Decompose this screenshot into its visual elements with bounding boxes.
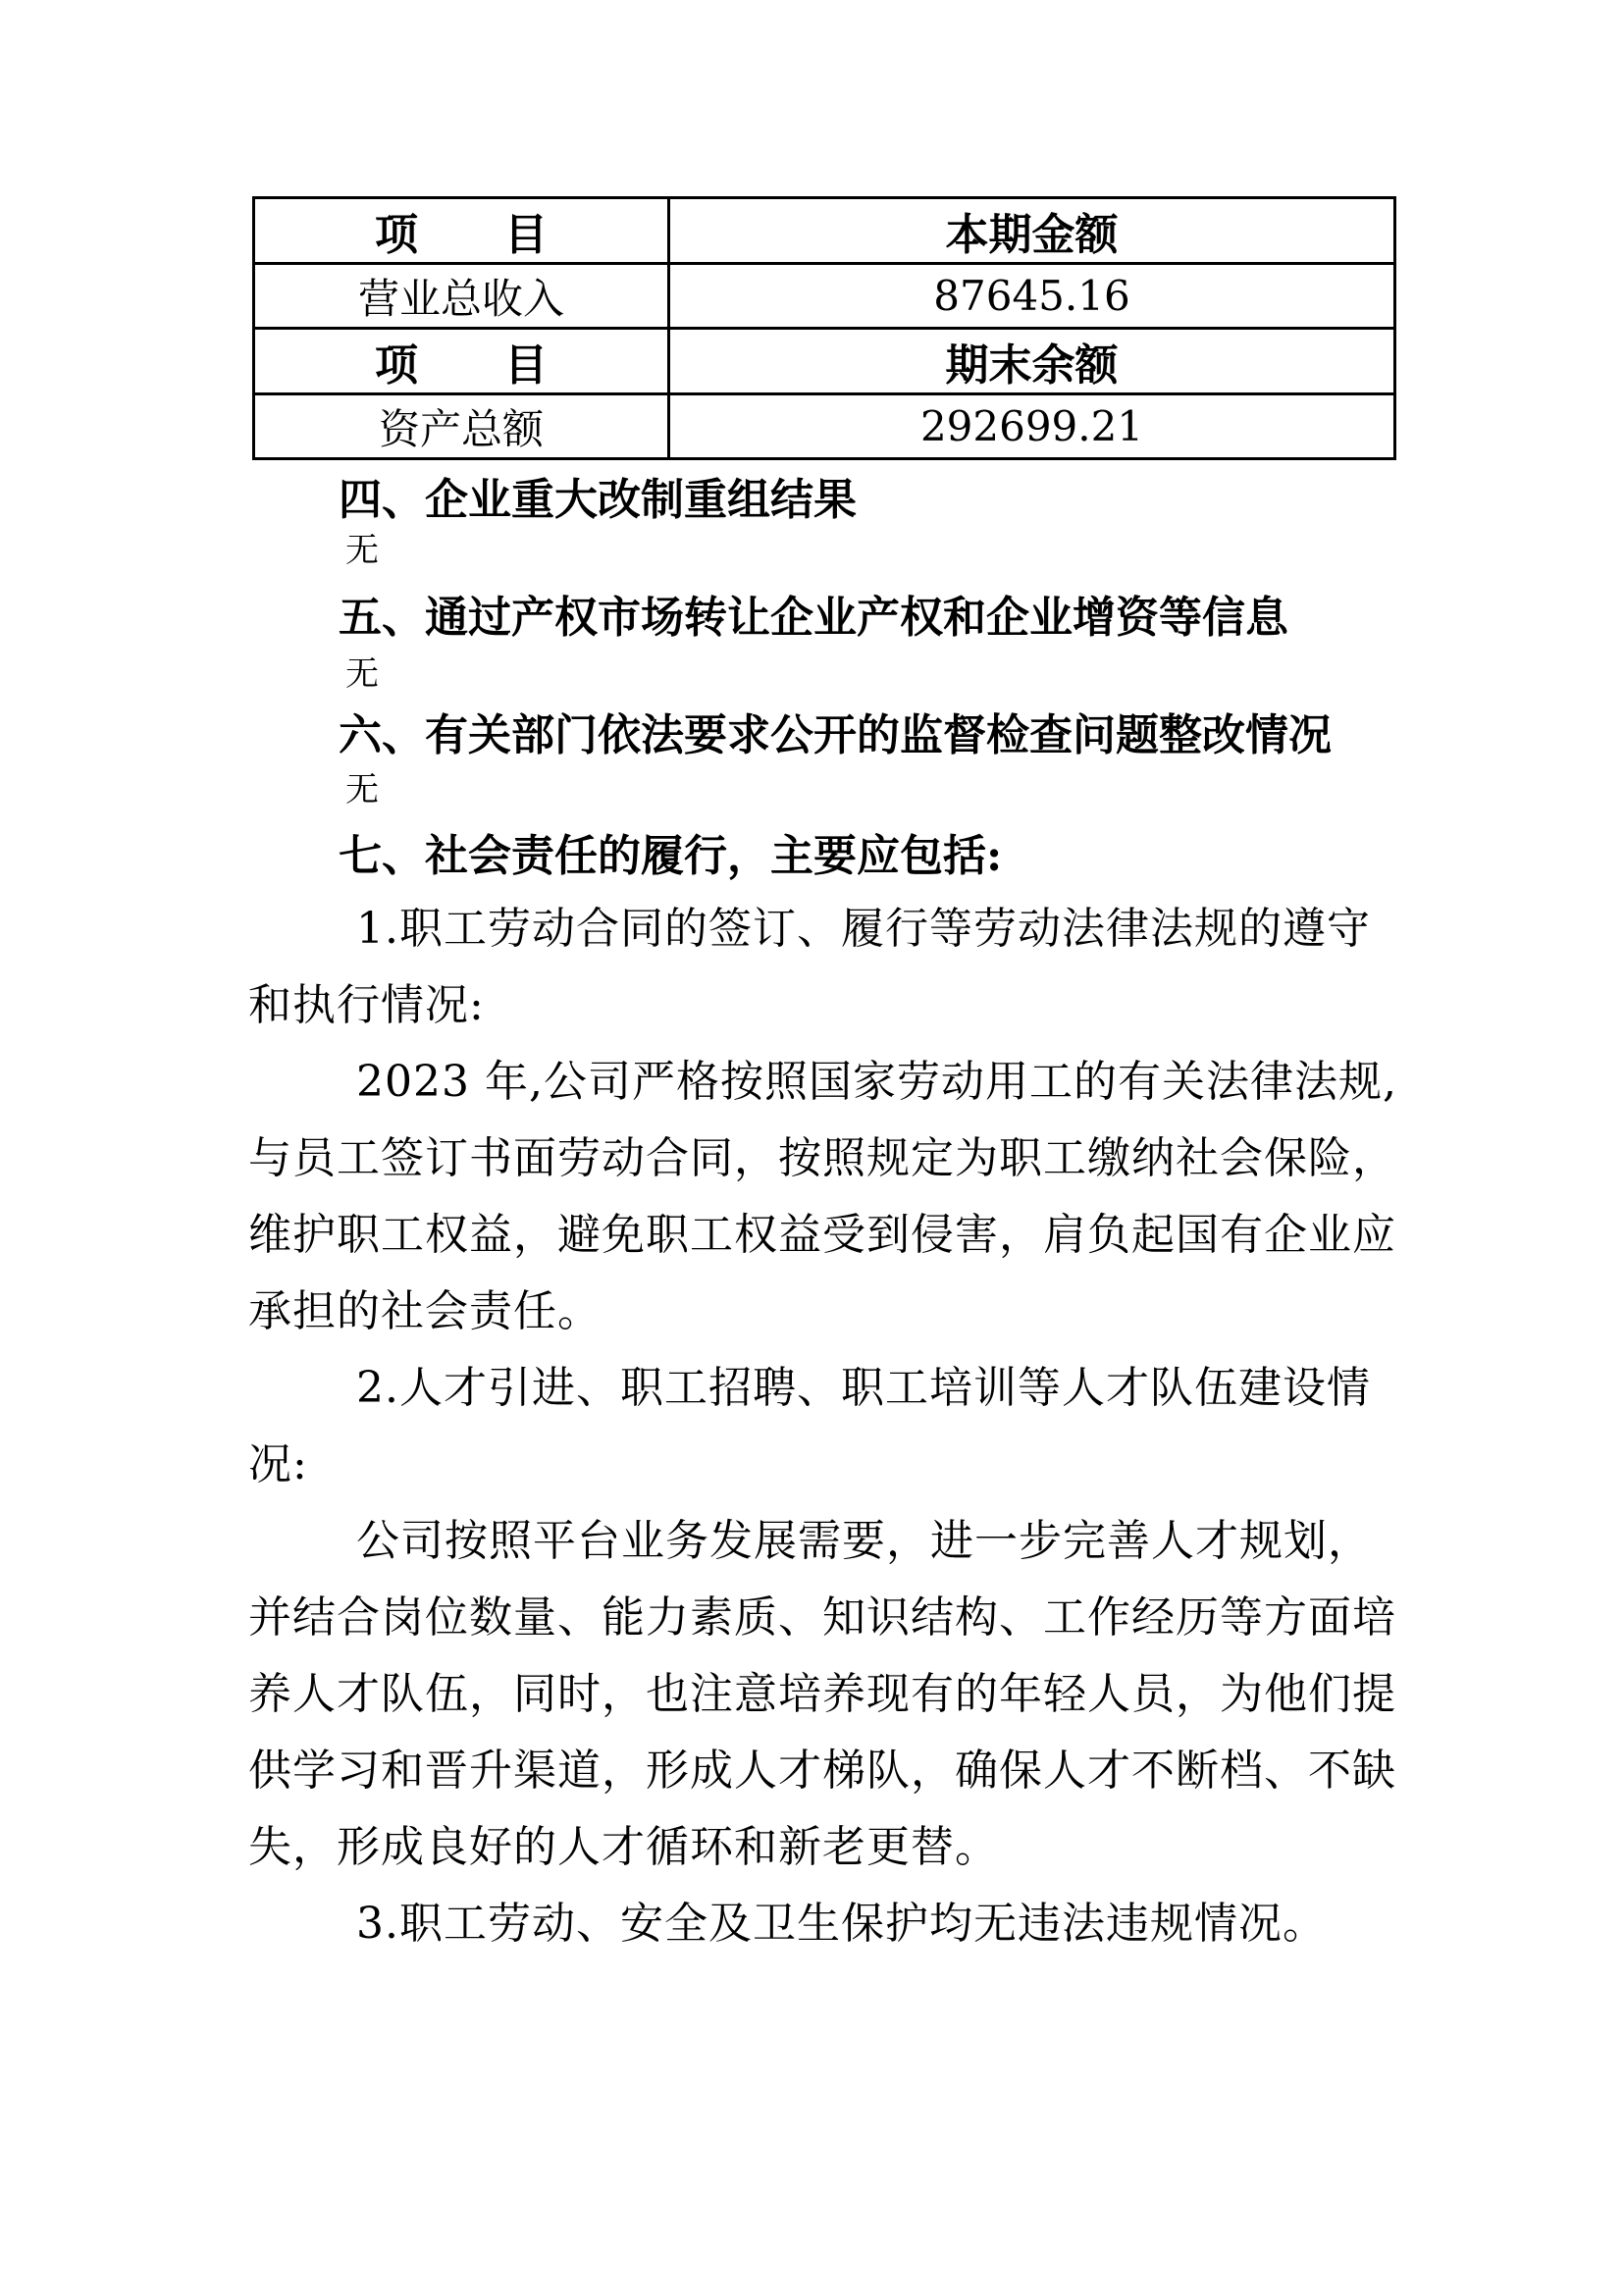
financial-summary-table bbox=[252, 196, 1396, 460]
paragraph-line: 2023 年,公司严格按照国家劳动用工的有关法律法规, bbox=[356, 1057, 1397, 1107]
section-heading-4: 四、企业重大改制重组结果 bbox=[339, 475, 857, 525]
paragraph-line: 养人才队伍，同时，也注意培养现有的年轻人员，为他们提 bbox=[248, 1669, 1396, 1719]
paragraph-line: 公司按照平台业务发展需要，进一步完善人才规划， bbox=[356, 1516, 1372, 1566]
section-heading-7: 七、社会责任的履行，主要应包括: bbox=[339, 831, 1003, 881]
table-header-current-amount: 本期金额 bbox=[669, 198, 1395, 264]
section-heading-5: 五、通过产权市场转让企业产权和企业增资等信息 bbox=[339, 593, 1288, 643]
paragraph-line: 并结合岗位数量、能力素质、知识结构、工作经历等方面培 bbox=[248, 1592, 1396, 1643]
table-header-row bbox=[254, 198, 1395, 264]
paragraph-line: 3.职工劳动、安全及卫生保护均无违法违规情况。 bbox=[356, 1899, 1327, 1949]
paragraph-line: 维护职工权益，避免职工权益受到侵害，肩负起国有企业应 bbox=[248, 1210, 1396, 1260]
section-4-content-none: 无 bbox=[345, 531, 379, 570]
paragraph-line: 失，形成良好的人才循环和新老更替。 bbox=[248, 1822, 999, 1872]
table-header-row-2 bbox=[254, 329, 1395, 394]
paragraph-line: 和执行情况: bbox=[248, 980, 485, 1030]
table-header-ending-balance: 期末余额 bbox=[669, 329, 1395, 394]
table-header-item-label: 项 目 bbox=[254, 198, 669, 264]
table-cell-assets-label: 资产总额 bbox=[254, 394, 669, 459]
section-6-content-none: 无 bbox=[345, 770, 379, 809]
table-cell-revenue-label: 营业总收入 bbox=[254, 264, 669, 329]
table-row-total-revenue bbox=[254, 264, 1395, 329]
table-cell-revenue-value: 87645.16 bbox=[669, 264, 1395, 329]
table-header-item-label-2: 项 目 bbox=[254, 329, 669, 394]
paragraph-line: 况: bbox=[248, 1439, 308, 1489]
section-5-content-none: 无 bbox=[345, 654, 379, 694]
paragraph-line: 供学习和晋升渠道，形成人才梯队，确保人才不断档、不缺 bbox=[248, 1746, 1396, 1796]
section-heading-6: 六、有关部门依法要求公开的监督检查问题整改情况 bbox=[339, 710, 1332, 760]
paragraph-line: 2.人才引进、职工招聘、职工培训等人才队伍建设情 bbox=[356, 1363, 1371, 1413]
table-row-total-assets bbox=[254, 394, 1395, 459]
paragraph-line: 承担的社会责任。 bbox=[248, 1286, 602, 1336]
table-cell-assets-value: 292699.21 bbox=[669, 394, 1395, 459]
paragraph-line: 与员工签订书面劳动合同，按照规定为职工缴纳社会保险， bbox=[248, 1133, 1396, 1183]
paragraph-line: 1.职工劳动合同的签订、履行等劳动法律法规的遵守 bbox=[356, 904, 1371, 954]
